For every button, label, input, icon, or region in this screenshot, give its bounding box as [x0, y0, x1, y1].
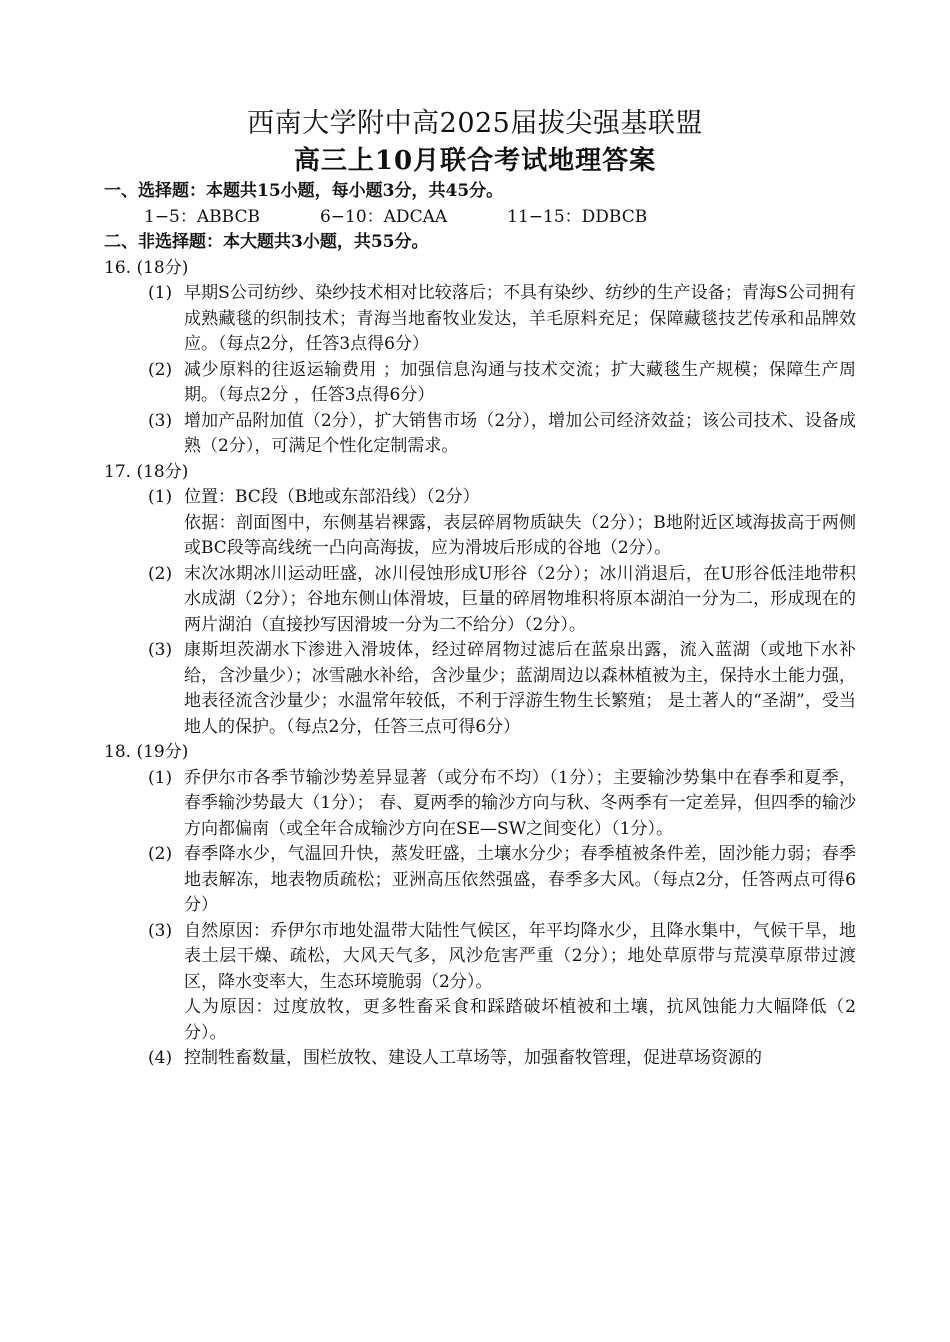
- item-text: 增加产品附加值（2分），扩大销售市场（2分），增加公司经济效益；该公司技术、设备成熟（2分），可满足个性化定制需求。: [184, 410, 856, 456]
- item-number: (1): [148, 767, 173, 788]
- item-text: 早期S公司纺纱、染纱技术相对比较落后；不具有染纱、纺纱的生产设备；青海S公司拥有成熟藏毯的织制技术；青海当地畜牧业发达，羊毛原料充足；保障藏毯技艺传承和品牌效应。（每点2分，任答3点得6分）: [184, 283, 856, 354]
- question-16-label: 16. (18分): [104, 257, 189, 278]
- item-text: 乔伊尔市各季节输沙势差异显著（或分布不均）（1分）；主要输沙势集中在春季和夏季，春季输沙势最大（1分）； 春、夏两季的输沙方向与秋、冬两季有一定差异，但四季的输沙方向都偏南（或全年合成输沙方向在SE—SW之间变化）（1分）。: [184, 767, 856, 839]
- item-number: (3): [148, 410, 173, 431]
- q18-item-1: [104, 766, 856, 843]
- answers-1-5: 1−5：ABBCB: [144, 206, 260, 227]
- item-number: (2): [148, 844, 173, 864]
- item-text-basis: 依据：剖面图中，东侧基岩裸露，表层碎屑物质缺失（2分）；B地附近区域海拔高于两侧或BC段等高线统一凸向高海拔，应为滑坡后形成的谷地（2分）。: [184, 512, 856, 558]
- q17-item-2: [104, 562, 856, 639]
- item-number: (1): [148, 487, 173, 507]
- item-number: (2): [148, 359, 173, 380]
- question-18-label: 18. (19分): [104, 742, 189, 762]
- item-text: 控制牲畜数量，围栏放牧、建设人工草场等，加强畜牧管理，促进草场资源的: [184, 1048, 762, 1068]
- item-text: 减少原料的往返运输费用 ；加强信息沟通与技术交流；扩大藏毯生产规模；保障生产周期。（每点2分 ，任答3点得6分）: [184, 359, 856, 405]
- question-17-label: 17. (18分): [104, 461, 189, 482]
- choice-answers: [104, 205, 856, 231]
- item-text-human: 人为原因：过度放牧，更多牲畜采食和踩踏破坏植被和土壤，抗风蚀能力大幅降低（2分）。: [184, 997, 856, 1043]
- item-number: (3): [148, 920, 173, 941]
- q18-item-2: [104, 842, 856, 919]
- q17-item-3: [104, 638, 856, 740]
- item-text: 春季降水少，气温回升快，蒸发旺盛，土壤水分少；春季植被条件差，固沙能力弱；春季地表解冻，地表物质疏松；亚洲高压依然强盛，春季多大风。（每点2分，任答两点可得6分）: [184, 844, 856, 915]
- title-exam: 高三上10月联合考试地理答案: [293, 146, 657, 176]
- q16-item-3: [104, 409, 856, 460]
- item-number: (1): [148, 283, 173, 303]
- answer-content: [104, 179, 856, 1072]
- item-text: 末次冰期冰川运动旺盛，冰川侵蚀形成U形谷（2分）；冰川消退后，在U形谷低洼地带积水成湖（2分）；谷地东侧山体滑坡，巨量的碎屑物堆积将原本湖泊一分为二，形成现在的两片湖泊（直接抄写因滑坡一分为二不给分）（2分）。: [184, 563, 856, 635]
- q18-item-4: [104, 1046, 856, 1072]
- item-text: 康斯坦茨湖水下渗进入滑坡体，经过碎屑物过滤后在蓝泉出露，流入蓝湖（或地下水补给，含沙量少）；冰雪融水补给，含沙量少；蓝湖周边以森林植被为主，保持水土能力强，地表径流含沙量少；水温常年较低，不利于浮游生物生长繁殖； 是土著人的“圣湖”，受当地人的保护。（每点2分，任答三点可得6分）: [184, 640, 856, 737]
- q17-item-1: [104, 485, 856, 562]
- answers-6-10: 6−10：ADCAA: [319, 206, 448, 227]
- item-number: (3): [148, 640, 173, 660]
- section2-heading: 二、非选择题：本大题共3小题，共55分。: [104, 232, 429, 252]
- item-text: 位置：BC段（B地或东部沿线）（2分）: [184, 487, 480, 507]
- title-school: 西南大学附中高2025届拔尖强基联盟: [247, 108, 703, 139]
- q16-item-2: [104, 358, 856, 409]
- answers-11-15: 11−15：DDBCB: [507, 206, 648, 227]
- section1-heading: 一、选择题：本题共15小题，每小题3分，共45分。: [104, 181, 504, 201]
- item-number: (4): [148, 1048, 173, 1068]
- item-number: (2): [148, 563, 173, 584]
- q18-item-3: [104, 919, 856, 1047]
- item-text: 自然原因：乔伊尔市地处温带大陆性气候区，年平均降水少，且降水集中，气候干旱，地表土层干燥、疏松，大风天气多，风沙危害严重（2分）；地处草原带与荒漠草原带过渡区，降水变率大，生态环境脆弱（2分）。: [184, 920, 856, 992]
- q16-item-1: [104, 281, 856, 358]
